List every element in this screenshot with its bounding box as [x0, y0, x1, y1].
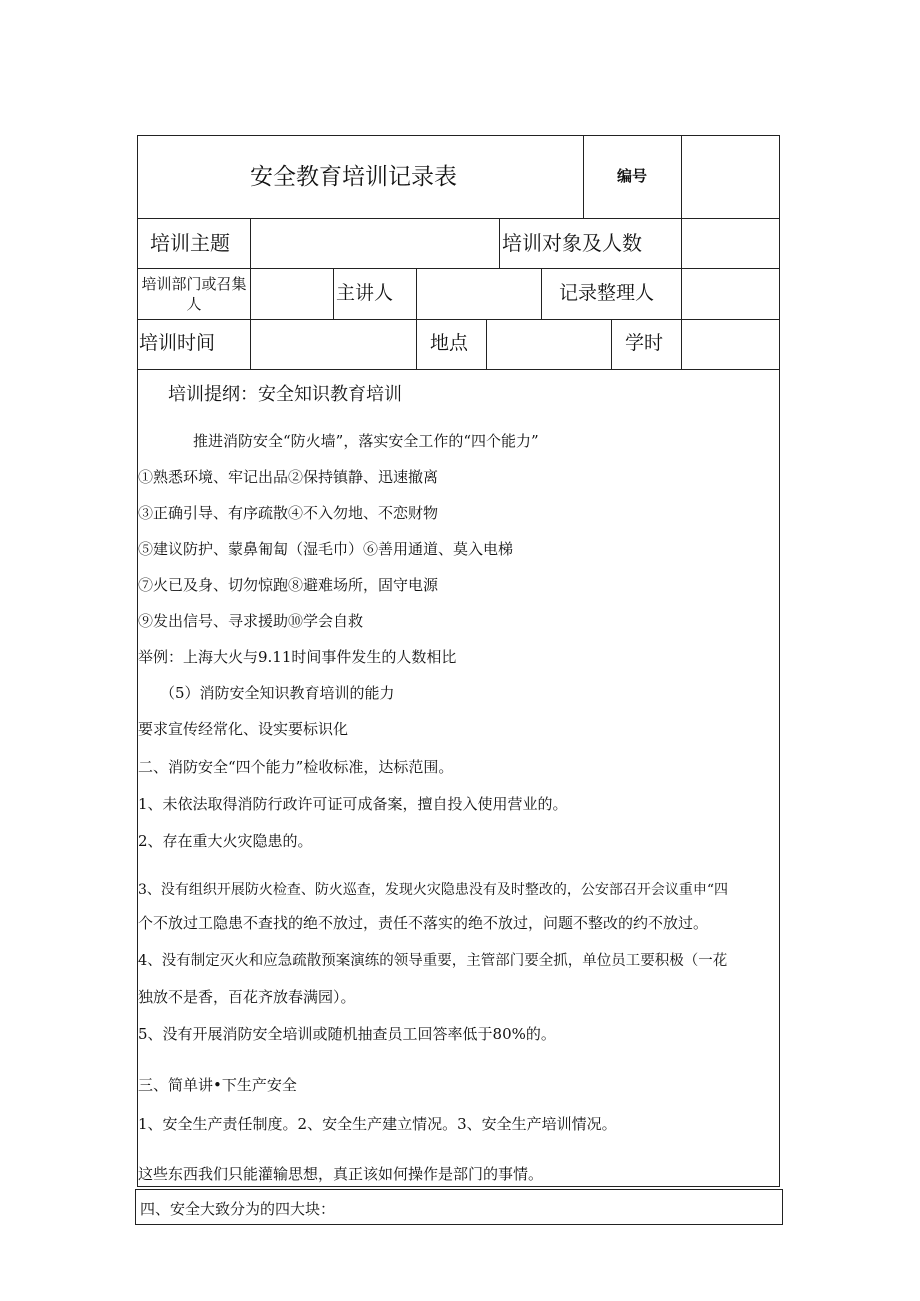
- row-divider: [137, 319, 780, 320]
- outline-line: 举例：上海大火与9.11时间事件发生的人数相比: [138, 648, 457, 666]
- form-title: 安全教育培训记录表: [250, 164, 457, 190]
- hours-label: 学时: [625, 332, 664, 354]
- col-divider: [416, 319, 417, 369]
- outline-line: 这些东西我们只能灌输思想，真正该如何操作是部门的事情。: [138, 1165, 544, 1183]
- col-divider: [416, 268, 417, 319]
- outline-line: ⑤建议防护、蒙鼻匍匐（湿毛巾）⑥善用通道、莫入电梯: [138, 540, 514, 558]
- outline-line: 1、未依法取得消防行政许可证可成备案，擅自投入使用营业的。: [138, 795, 568, 813]
- outline-line: 三、简单讲•下生产安全: [138, 1076, 297, 1094]
- row-divider: [137, 218, 780, 219]
- outline-line: 推进消防安全“防火墙”，落实安全工作的“四个能力”: [193, 432, 539, 450]
- col-divider: [611, 319, 612, 369]
- col-divider: [681, 135, 682, 218]
- row-divider: [137, 268, 780, 269]
- outline-heading: 培训提纲：安全知识教育培训: [168, 384, 402, 405]
- speaker-label: 主讲人: [336, 282, 394, 304]
- topic-label: 培训主题: [150, 231, 230, 255]
- outline-line: 二、消防安全“四个能力”检收标准，达标范围。: [138, 758, 454, 776]
- col-divider: [486, 319, 487, 369]
- outline-line: ⑦火已及身、切勿惊跑⑧避难场所，固守电源: [138, 576, 439, 594]
- outline-line: 5、没有开展消防安全培训或随机抽查员工回答率低于80%的。: [138, 1025, 556, 1043]
- col-divider: [499, 218, 500, 268]
- col-divider: [250, 319, 251, 369]
- recorder-label: 记录整理人: [559, 282, 655, 304]
- place-label: 地点: [430, 332, 469, 354]
- outline-line: ①熟悉环境、牢记出品②保持镇静、迅速撤离: [138, 468, 439, 486]
- number-label: 编号: [617, 167, 648, 185]
- col-divider: [333, 268, 334, 319]
- outline-line: 3、没有组织开展防火检查、防火巡查，发现火灾隐患没有及时整改的，公安部召开会议重申“四: [138, 882, 729, 898]
- col-divider: [250, 218, 251, 268]
- outline-line: 个不放过工隐患不查找的绝不放过，责任不落实的绝不放过，问题不整改的约不放过。: [138, 914, 709, 932]
- outline-line: ⑨发出信号、寻求援助⑩学会自救: [138, 612, 364, 630]
- dept-label: 培训部门或召集人: [141, 275, 247, 313]
- outline-line: 要求宣传经常化、设实要标识化: [138, 720, 349, 738]
- outline-line: 独放不是香，百花齐放春满园）。: [138, 988, 356, 1006]
- section-four-text: 四、安全大致分为的四大块：: [140, 1200, 336, 1218]
- outline-line: 1、安全生产责任制度。2、安全生产建立情况。3、安全生产培训情况。: [138, 1115, 617, 1133]
- col-divider: [541, 268, 542, 319]
- outline-line: 2、存在重大火灾隐患的。: [138, 832, 313, 850]
- outline-line: ③正确引导、有序疏散④不入勿地、不恋财物: [138, 504, 439, 522]
- col-divider: [681, 319, 682, 369]
- row-divider: [137, 369, 780, 370]
- audience-label: 培训对象及人数: [502, 231, 642, 255]
- col-divider: [250, 268, 251, 319]
- col-divider: [583, 135, 584, 218]
- outline-line: 4、没有制定灭火和应急疏散预案演练的领导重要，主管部门要全抓，单位员工要积极（一花: [138, 953, 728, 969]
- time-label: 培训时间: [139, 332, 216, 354]
- outline-line: （5）消防安全知识教育培训的能力: [160, 684, 395, 702]
- col-divider: [681, 268, 682, 319]
- col-divider: [681, 218, 682, 268]
